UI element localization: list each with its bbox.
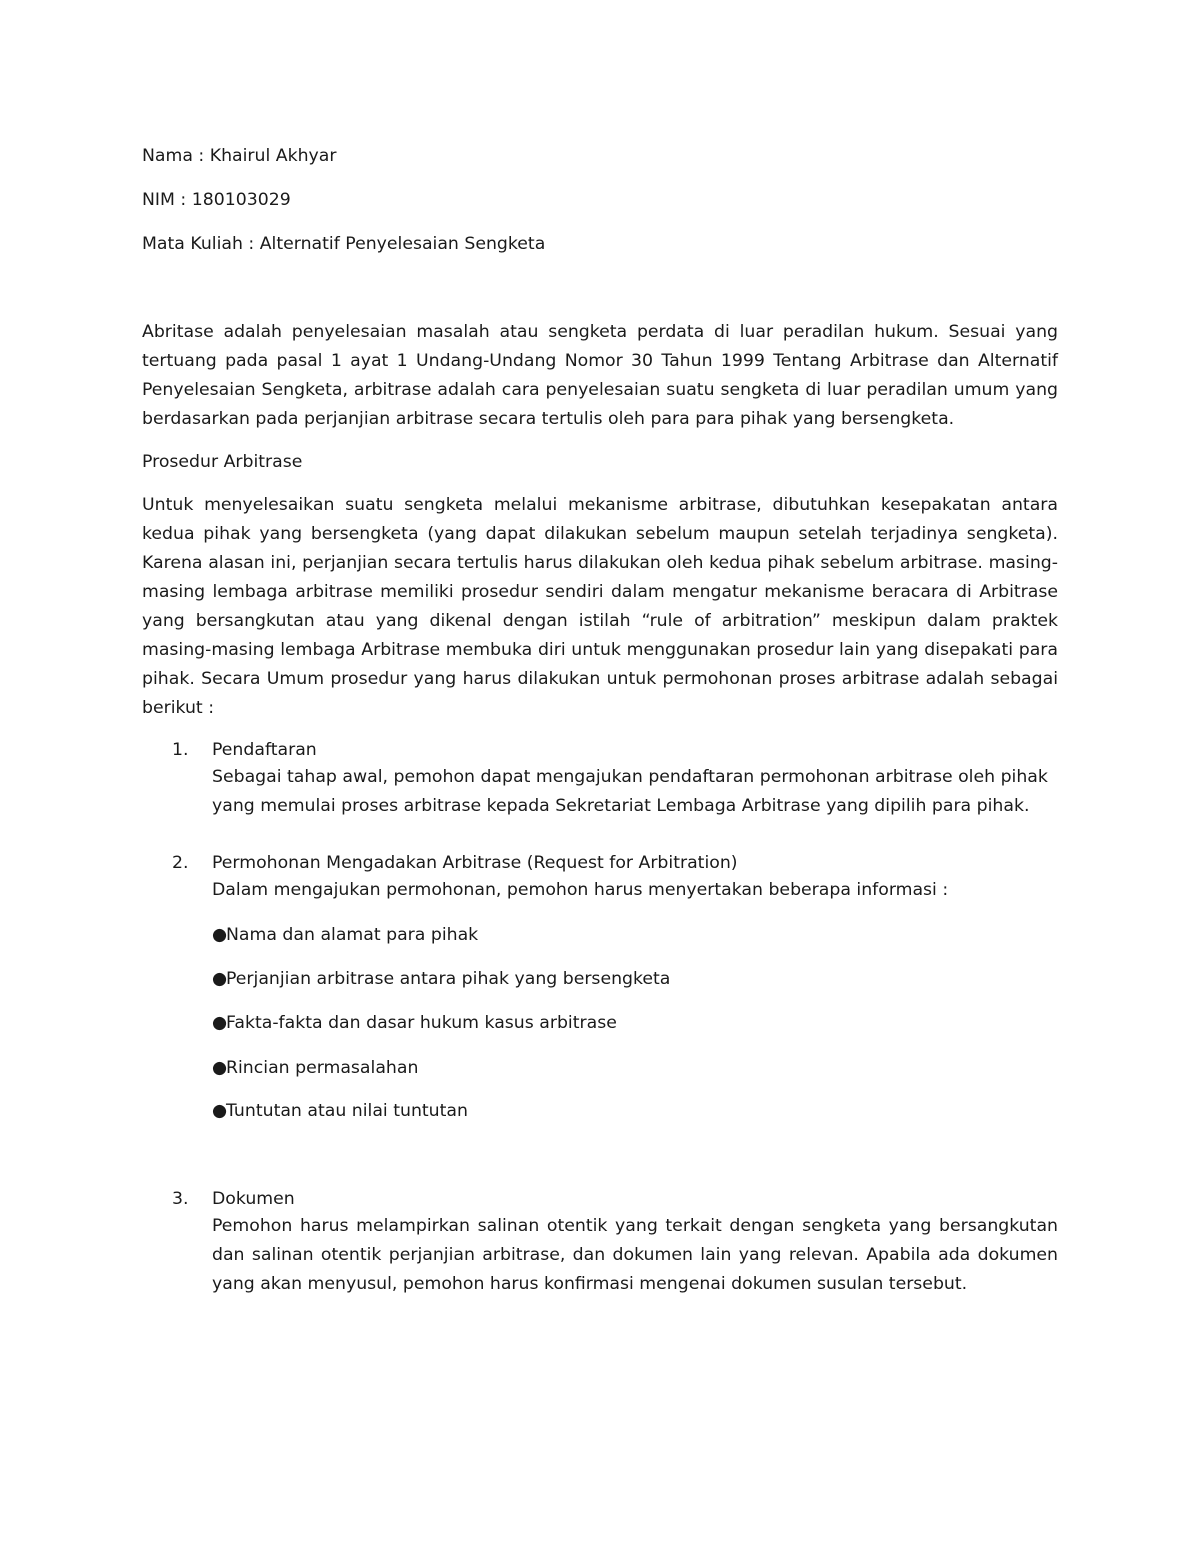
bullet-icon: ● [212, 1013, 228, 1033]
course-name: Mata Kuliah : Alternatif Penyelesaian Sengketa [142, 234, 546, 254]
list-item-number: 2. [172, 853, 189, 873]
bullet-icon: ● [212, 969, 228, 989]
procedure-paragraph: Untuk menyelesaikan suatu sengketa melalui mekanisme arbitrase, dibutuhkan kesepakatan antara kedua pihak yang bersengketa (yang dapat dilakukan sebelum maupun setelah terjadinya sengketa). Karena alasan ini, perjanjian secara tertulis harus dilakukan oleh kedua pihak sebelum arbitrase. masing-masing lembaga arbitrase memiliki prosedur sendiri dalam mengatur mekanisme beracara di Arbitrase yang bersangkutan atau yang dikenal dengan istilah “rule of arbitration” meskipun dalam praktek masing-masing lembaga Arbitrase membuka diri untuk menggunakan prosedur lain yang disepakati para pihak. Secara Umum prosedur yang harus dilakukan untuk permohonan proses arbitrase adalah sebagai berikut : [142, 495, 1058, 718]
list-item-title: Permohonan Mengadakan Arbitrase (Request for Arbitration) [212, 853, 738, 873]
bullet-icon: ● [212, 1058, 228, 1078]
list-item-body: Pemohon harus melampirkan salinan otentik yang terkait dengan sengketa yang bersangkutan dan salinan otentik perjanjian arbitrase, dan dokumen lain yang relevan. Apabila ada dokumen yang akan menyusul, pemohon harus konfirmasi mengenai dokumen susulan tersebut. [212, 1216, 1058, 1294]
student-nim: NIM : 180103029 [142, 190, 291, 210]
bullet-text: Tuntutan atau nilai tuntutan [226, 1101, 468, 1121]
bullet-item [212, 1101, 468, 1122]
list-item-number: 3. [172, 1189, 189, 1209]
list-item-body: Dalam mengajukan permohonan, pemohon harus menyertakan beberapa informasi : [212, 880, 949, 900]
bullet-icon: ● [212, 1101, 228, 1121]
bullet-text: Perjanjian arbitrase antara pihak yang bersengketa [226, 969, 671, 989]
list-item-title: Dokumen [212, 1189, 295, 1209]
list-item-title: Pendaftaran [212, 740, 317, 760]
student-name: Nama : Khairul Akhyar [142, 146, 337, 166]
bullet-item [212, 1058, 418, 1079]
intro-paragraph: Abritase adalah penyelesaian masalah atau sengketa perdata di luar peradilan hukum. Sesuai yang tertuang pada pasal 1 ayat 1 Undang-Undang Nomor 30 Tahun 1999 Tentang Arbitrase dan Alternatif Penyelesaian Sengketa, arbitrase adalah cara penyelesaian suatu sengketa di luar peradilan umum yang berdasarkan pada perjanjian arbitrase secara tertulis oleh para para pihak yang bersengketa. [142, 322, 1058, 429]
list-item-body: Sebagai tahap awal, pemohon dapat mengajukan pendaftaran permohonan arbitrase oleh pihak yang memulai proses arbitrase kepada Sekretariat Lembaga Arbitrase yang dipilih para pihak. [212, 767, 1048, 816]
bullet-text: Fakta-fakta dan dasar hukum kasus arbitrase [226, 1013, 617, 1033]
bullet-item [212, 969, 670, 990]
bullet-icon: ● [212, 925, 228, 945]
section-heading: Prosedur Arbitrase [142, 452, 303, 472]
bullet-text: Rincian permasalahan [226, 1058, 419, 1078]
list-item-number: 1. [172, 740, 189, 760]
bullet-item [212, 1013, 617, 1034]
bullet-text: Nama dan alamat para pihak [226, 925, 479, 945]
bullet-item [212, 925, 478, 946]
